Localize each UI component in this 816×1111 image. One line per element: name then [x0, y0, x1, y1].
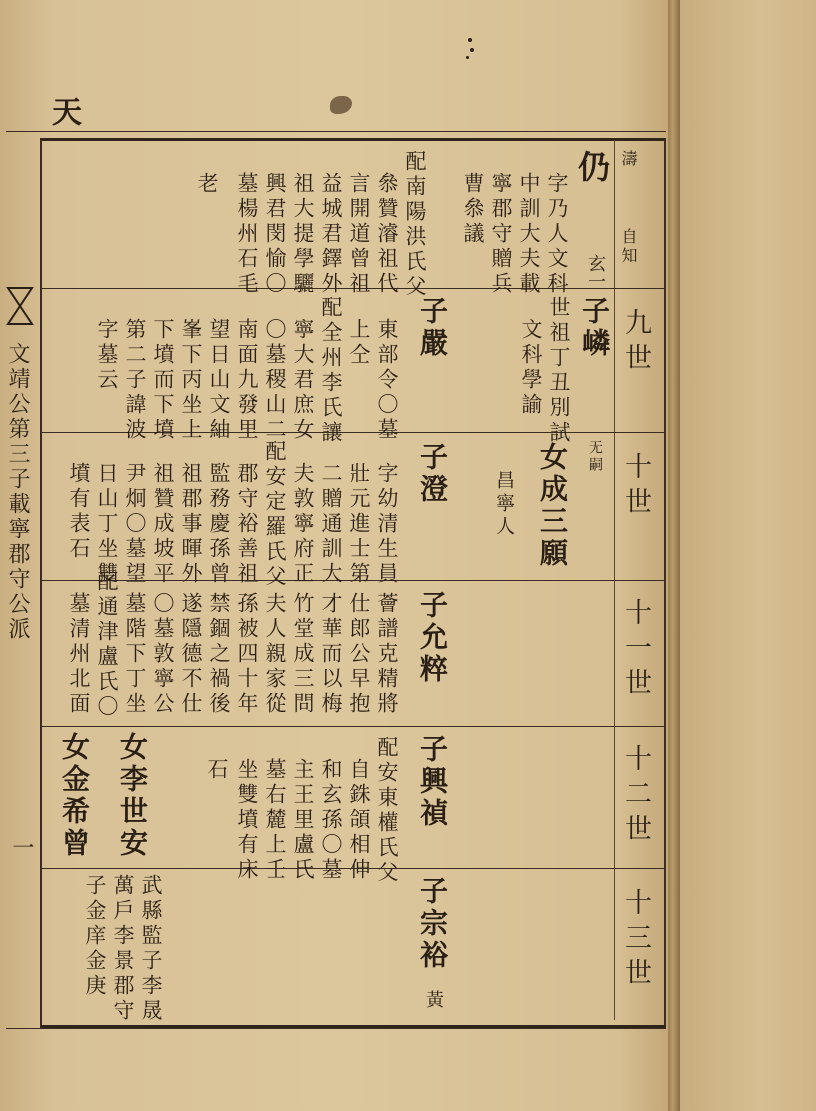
son-line: 南面九發里 — [235, 318, 259, 443]
son-line: 仕郎公早抱 — [347, 592, 371, 717]
generation-label-9: 九世 — [620, 308, 651, 378]
page-edge — [668, 0, 680, 1111]
bio-line: 字乃人文科 — [545, 172, 569, 297]
spouse-line: 言開道曾祖 — [347, 172, 371, 297]
son-line: 望日山文紬 — [207, 318, 231, 443]
bio-line: 曹叅議 — [461, 172, 485, 247]
son-line: 配安東權氏父 — [375, 736, 399, 886]
son-line: 〇墓稷山二 — [263, 318, 287, 443]
generation-label-12: 十二世 — [620, 744, 651, 849]
ink-speck — [470, 48, 474, 52]
son-line: 下墳而下墳 — [151, 318, 175, 443]
spouse-line: 興君閔愉〇 — [263, 172, 287, 297]
son-line: 才華而以梅 — [319, 592, 343, 717]
son-line: 字幼清生員 — [375, 462, 399, 587]
son-name: 子嚴 — [416, 296, 449, 360]
son-line: 墓階下丁坐 — [123, 592, 147, 717]
spouse-line: 叅贊濬祖代 — [375, 172, 399, 297]
son-line: 配通津盧氏〇 — [95, 570, 119, 720]
corner-character: 天 — [46, 96, 81, 126]
son-line: 配全州李氏讓 — [319, 296, 343, 446]
son-name: 子允粹 — [416, 590, 449, 686]
son-line: 孫被四十年 — [235, 592, 259, 717]
son-line: 遂隱德不仕 — [179, 592, 203, 717]
son-line: 夫敦寧府正 — [291, 462, 315, 587]
son-line: 和玄孫〇墓 — [319, 758, 343, 883]
bio-line: 世祖丁丑別試 — [547, 296, 571, 446]
ink-speck — [466, 56, 469, 59]
ink-speck — [468, 38, 472, 42]
son-line: 武縣監子李晟 — [139, 874, 163, 1024]
son-line: 配安定羅氏父 — [263, 440, 287, 590]
son-line: 夫人親家從 — [263, 592, 287, 717]
son-line: 東部令〇墓 — [375, 318, 399, 443]
person-name: 子嶙 — [578, 296, 611, 360]
son-line: 墓清州北面 — [67, 592, 91, 717]
son-line: 石 — [205, 758, 229, 783]
generation-label-11: 十一世 — [620, 598, 651, 703]
spouse-line: 益城君鐸外 — [319, 172, 343, 297]
son-line: 墳有表石 — [67, 462, 91, 562]
son-line: 第二子諱波 — [123, 318, 147, 443]
son-line: 字墓云 — [95, 318, 119, 393]
adjacent-page — [680, 0, 816, 1111]
son-name: 子興禎 — [416, 734, 449, 830]
son-line: 坐雙墳有床 — [235, 758, 259, 883]
son-line: 監務慶孫曾 — [207, 462, 231, 587]
no-heir-note: 无嗣 — [587, 440, 603, 474]
son-line: 萬戶李景郡守 — [111, 874, 135, 1024]
son-line: 薈譜克精將 — [375, 592, 399, 717]
daughter-name: 女金希曾 — [58, 732, 91, 860]
spouse-line: 配南陽洪氏父 — [403, 150, 427, 300]
spouse-line: 祖大提學驪 — [291, 172, 315, 297]
row-divider — [40, 726, 664, 727]
name-note: 玄一 — [585, 254, 606, 290]
son-line: 〇墓敦寧公 — [151, 592, 175, 717]
son-line: 禁錮之禍後 — [207, 592, 231, 717]
son-note: 黃 — [423, 990, 444, 1008]
son-name: 子澄 — [416, 442, 449, 506]
son-line: 日山丁坐雙 — [95, 462, 119, 587]
son-line: 子金庠金庚 — [83, 874, 107, 999]
bio-line: 中訓大夫載 — [517, 172, 541, 297]
spouse-line: 老 — [195, 172, 219, 197]
son-line: 主王里盧氏 — [291, 758, 315, 883]
person-name: 仍 — [573, 150, 611, 186]
generation-label-13: 十三世 — [620, 888, 651, 993]
daughter-note: 昌寧人 — [493, 470, 515, 539]
son-name: 子宗裕 — [416, 876, 449, 972]
son-line: 尹炯〇墓望 — [123, 462, 147, 587]
spouse-line: 墓楊州石毛 — [235, 172, 259, 297]
son-line: 寧大君庶女 — [291, 318, 315, 443]
son-line: 墓右麓上壬 — [263, 758, 287, 883]
son-line: 竹堂成三問 — [291, 592, 315, 717]
bio-line: 文科學諭 — [519, 318, 543, 418]
top-note-label: 自知 — [619, 228, 638, 266]
son-line: 二贈通訓大 — [319, 462, 343, 587]
son-line: 郡守裕善祖 — [235, 462, 259, 587]
son-line: 祖郡事暉外 — [179, 462, 203, 587]
daughter-name: 女成三願 — [536, 442, 569, 570]
spine-title: 文靖公第三子載寧郡守公派 — [5, 342, 30, 642]
son-line: 上仝 — [347, 318, 371, 368]
page-number: 一 — [9, 836, 34, 858]
fishtail-mark-icon — [6, 284, 34, 328]
daughter-name: 女李世安 — [116, 732, 149, 860]
son-line: 壯元進士第 — [347, 462, 371, 587]
generation-label-10: 十世 — [620, 452, 651, 522]
top-note-label: 濤 — [619, 150, 638, 169]
son-line: 自銖頜相伸 — [347, 758, 371, 883]
bio-line: 寧郡守贈兵 — [489, 172, 513, 297]
son-line: 峯下丙坐上 — [179, 318, 203, 443]
son-line: 祖贊成坡平 — [151, 462, 175, 587]
